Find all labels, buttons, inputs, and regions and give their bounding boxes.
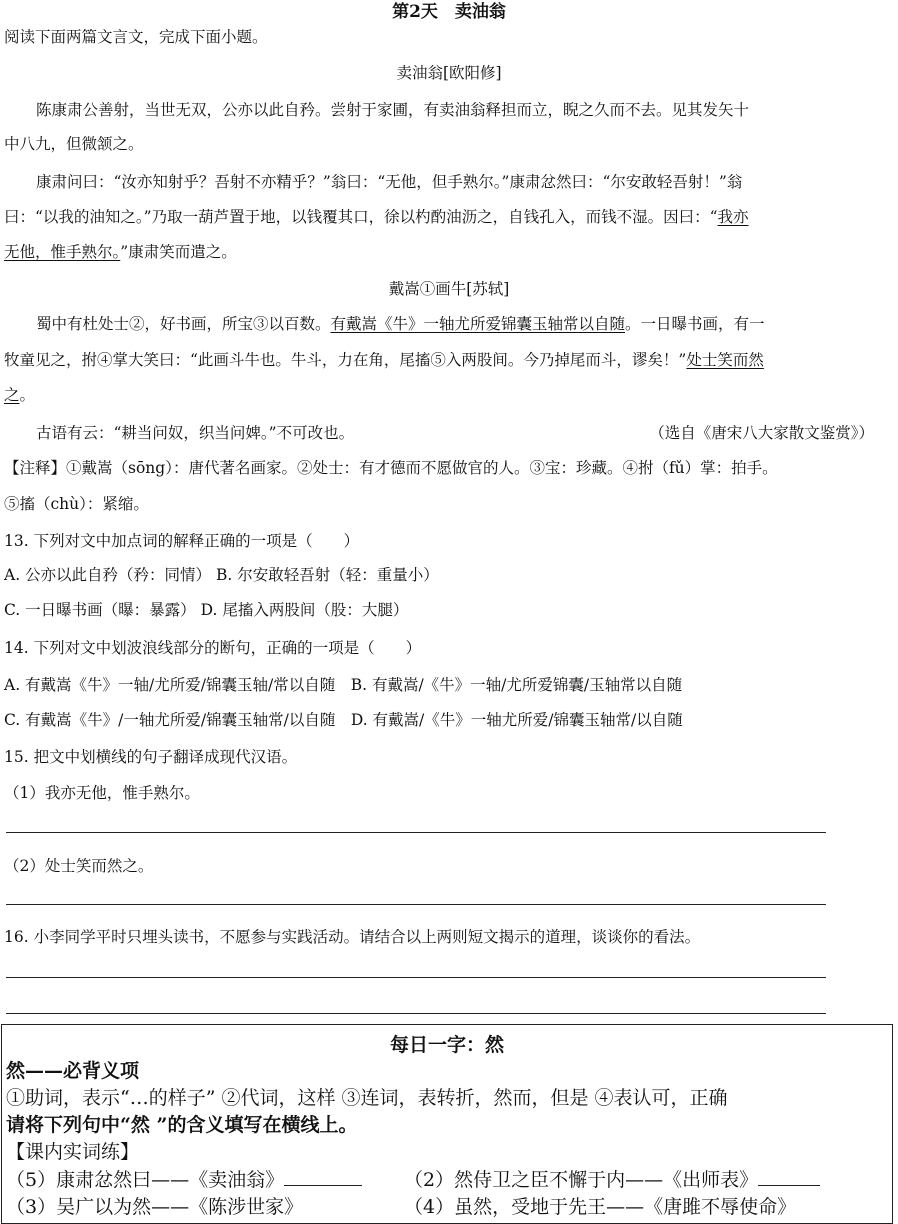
question-13: 13. 下列对文中加点词的解释正确的一项是（ ）: [4, 532, 360, 550]
text1-p2-line3: 无他，惟手熟尔。”康肃笑而遣之。: [4, 243, 237, 261]
page-title: 第2天 卖油翁: [392, 2, 506, 22]
wavy-underlined-sentence: 有戴嵩《牛》一轴尤所爱锦囊玉轴常以自随: [330, 315, 626, 333]
text1-title: 卖油翁[欧阳修]: [396, 64, 502, 82]
text1-p1-line1: 陈康肃公善射，当世无双，公亦以此自矜。尝射于家圃，有卖油翁释担而立，睨之久而不去。见其发矢十: [36, 101, 750, 119]
text2-p1-line2: 牧童见之，拊④掌大笑曰：“此画斗牛也。牛斗，力在角，尾搐⑤入两股间。今乃掉尾而斗，谬矣！”处士笑而然: [4, 351, 764, 369]
daily-word-heading: 然——必背义项: [6, 1060, 140, 1082]
answer-line[interactable]: [6, 832, 826, 833]
question-15: 15. 把文中划横线的句子翻译成现代汉语。: [4, 748, 298, 766]
notes-line1: 【注释】①戴嵩（sōng）：唐代著名画家。②处士：有才德而不愿做官的人。③宝：珍藏。④拊（fǔ）掌：拍手。: [4, 459, 778, 477]
question-13-options-ab: A. 公亦以此自矜（矜：同情） B. 尔安敢轻吾射（轻：重量小）: [4, 566, 439, 584]
exercise-2-wrap: [404, 1168, 820, 1192]
text1-p2-line1: 康肃问曰：“汝亦知射乎？吾射不亦精乎？”翁曰：“无他，但手熟尔。”康肃忿然曰：“尔安敢轻吾射！”翁: [36, 173, 743, 191]
answer-line[interactable]: [6, 904, 826, 905]
text2-p1-line1: 蜀中有杜处士②，好书画，所宝③以百数。有戴嵩《牛》一轴尤所爱锦囊玉轴常以自随。一日曝书画，有一: [36, 315, 765, 333]
text2-title: 戴嵩①画牛[苏轼]: [388, 280, 510, 298]
underlined-sentence: 无他，惟手熟尔。: [4, 243, 121, 261]
question-15-item2: （2）处士笑而然之。: [4, 857, 154, 875]
notes-line2: ⑤搐（chù）：紧缩。: [4, 495, 149, 513]
exercise-3: （3）吴广以为然——《陈涉世家》: [6, 1196, 304, 1218]
question-16: 16. 小李同学平时只埋头读书，不愿参与实践活动。请结合以上两则短文揭示的道理，谈谈你的看法。: [4, 928, 701, 946]
question-14: 14. 下列对文中划波浪线部分的断句，正确的一项是（ ）: [4, 639, 422, 657]
text2-source: （选自《唐宋八大家散文鉴赏》）: [649, 424, 874, 442]
fill-blank[interactable]: [758, 1184, 820, 1186]
text2-p1-line3: 之。: [4, 386, 36, 404]
daily-word-meanings: ①助词，表示“…的样子” ②代词，这样 ③连词，表转折，然而，但是 ④表认可，正确: [6, 1087, 728, 1109]
daily-word-section: 【课内实词练】: [6, 1141, 140, 1163]
daily-word-title: 每日一字：然: [389, 1034, 504, 1056]
underlined-sentence: 之: [4, 386, 20, 404]
question-15-item1: （1）我亦无他，惟手熟尔。: [4, 784, 200, 802]
answer-line[interactable]: [6, 1013, 826, 1014]
intro-text: 阅读下面两篇文言文，完成下面小题。: [4, 28, 268, 46]
underlined-sentence: 处士笑而然: [686, 351, 764, 369]
exercise-row: [6, 1168, 888, 1192]
daily-word-instruction: 请将下列句中“然 ”的含义填写在横线上。: [6, 1114, 358, 1136]
text2-p2: 古语有云：“耕当问奴，织当问婢。”不可改也。: [36, 424, 355, 442]
question-14-options-cd: C. 有戴嵩《牛》/一轴尤所爱/锦囊玉轴常/以自随 D. 有戴嵩/《牛》一轴尤所爱/锦囊玉轴常/以自随: [4, 711, 683, 729]
exercise-4: （4）虽然，受地于先王——《唐雎不辱使命》: [404, 1196, 797, 1218]
fill-blank[interactable]: [284, 1184, 362, 1186]
exercise-5: （5）康肃忿然曰——《卖油翁》: [6, 1169, 285, 1191]
text1-p1-line2: 中八九，但微颔之。: [4, 135, 144, 153]
underlined-sentence: 我亦: [717, 208, 749, 226]
exercise-2: （2）然侍卫之臣不懈于内——《出师表》: [404, 1169, 759, 1191]
exercise-row: [6, 1195, 888, 1219]
question-14-options-ab: A. 有戴嵩《牛》一轴/尤所爱/锦囊玉轴/常以自随 B. 有戴嵩/《牛》一轴/尤所爱锦囊/玉轴常以自随: [4, 676, 683, 694]
text1-p2-line2: 曰：“以我的油知之。”乃取一葫芦置于地，以钱覆其口，徐以杓酌油沥之，自钱孔入，而钱不湿。因曰：“我亦: [4, 208, 749, 226]
daily-word-box: [1, 1024, 893, 1224]
answer-line[interactable]: [6, 977, 826, 978]
question-13-options-cd: C. 一日曝书画（曝：暴露） D. 尾搐入两股间（股：大腿）: [4, 601, 409, 619]
